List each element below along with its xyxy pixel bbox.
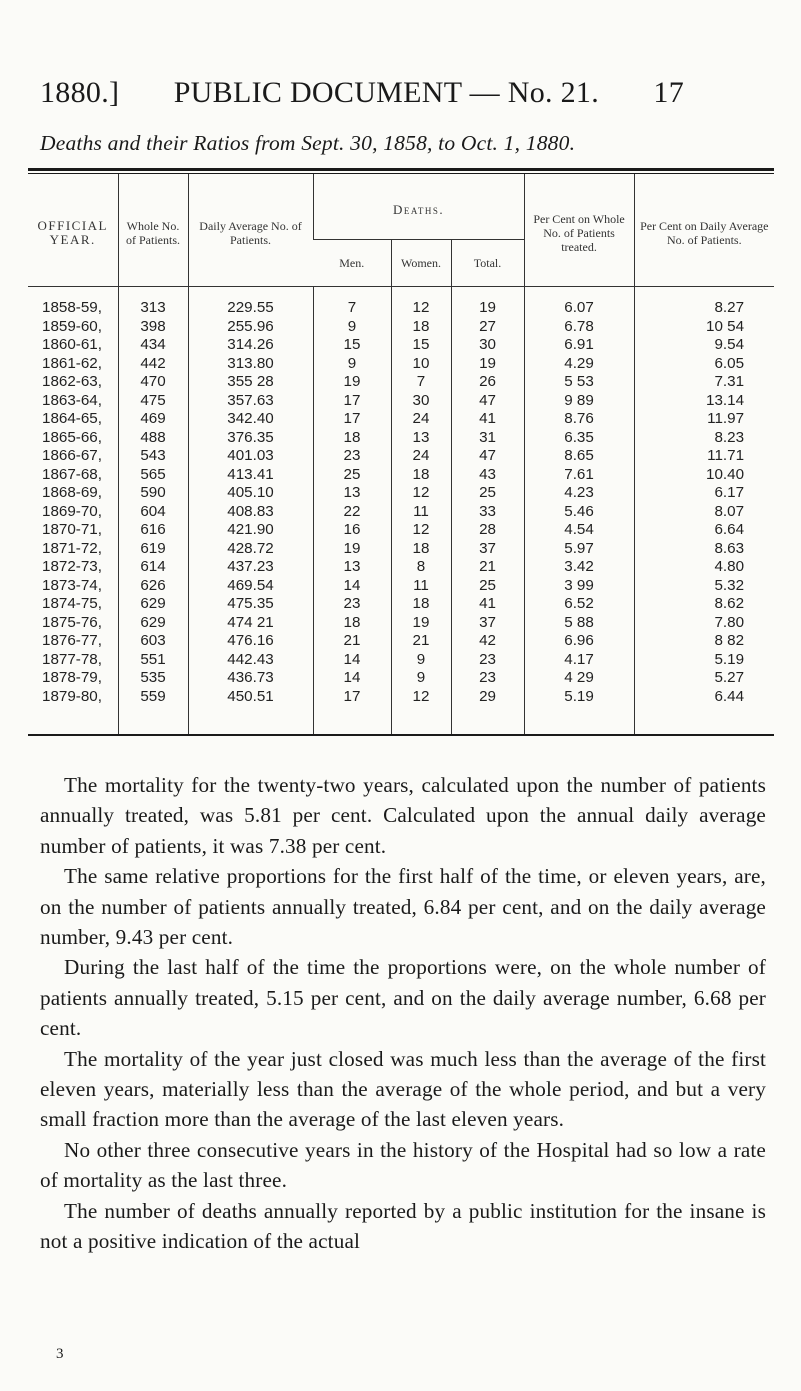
women-cell: 7 <box>391 373 451 392</box>
women-cell: 15 <box>391 336 451 355</box>
women-cell: 8 <box>391 558 451 577</box>
pct-daily-cell: 8.07 <box>634 503 774 522</box>
men-cell: 18 <box>313 614 391 633</box>
whole-number-cell: 603 <box>118 632 188 651</box>
whole-number-cell: 543 <box>118 447 188 466</box>
total-cell: 23 <box>451 651 524 670</box>
daily-average-cell: 342.40 <box>188 410 313 429</box>
men-cell: 19 <box>313 540 391 559</box>
year-cell: 1860-61, <box>42 336 102 353</box>
table-row <box>28 287 774 318</box>
table-body <box>28 287 774 735</box>
table-row <box>28 558 774 577</box>
men-cell: 23 <box>313 447 391 466</box>
men-cell: 19 <box>313 373 391 392</box>
total-cell: 25 <box>451 484 524 503</box>
whole-number-cell: 590 <box>118 484 188 503</box>
year-cell: 1869-70, <box>42 502 102 520</box>
whole-number-cell: 442 <box>118 355 188 374</box>
pct-daily-cell: 6.17 <box>634 484 774 503</box>
men-cell: 23 <box>313 595 391 614</box>
daily-average-cell: 437.23 <box>188 558 313 577</box>
men-cell: 7 <box>313 287 391 318</box>
year-cell: 1873-74, <box>42 576 102 594</box>
men-cell: 14 <box>313 651 391 670</box>
women-cell: 11 <box>391 577 451 596</box>
women-cell: 9 <box>391 651 451 670</box>
table-row <box>28 614 774 633</box>
whole-number-cell: 551 <box>118 651 188 670</box>
pct-whole-cell: 6.91 <box>524 336 634 355</box>
year-cell: 1870-71, <box>42 521 102 538</box>
total-cell: 21 <box>451 558 524 577</box>
pct-whole-cell: 8.65 <box>524 447 634 466</box>
daily-average-cell: 413.41 <box>188 466 313 485</box>
men-cell: 16 <box>313 521 391 540</box>
men-cell: 17 <box>313 392 391 411</box>
header-total: Total. <box>451 240 524 287</box>
pct-daily-cell: 11.97 <box>634 410 774 429</box>
total-cell: 28 <box>451 521 524 540</box>
pct-daily-cell: 13.14 <box>634 392 774 411</box>
men-cell: 15 <box>313 336 391 355</box>
header-women: Women. <box>391 240 451 287</box>
women-cell: 12 <box>391 688 451 735</box>
pct-daily-cell: 6.05 <box>634 355 774 374</box>
total-cell: 42 <box>451 632 524 651</box>
pct-daily-cell: 6.64 <box>634 521 774 540</box>
table-row <box>28 632 774 651</box>
daily-average-cell: 401.03 <box>188 447 313 466</box>
total-cell: 47 <box>451 447 524 466</box>
year-cell: 1868-69, <box>42 484 102 501</box>
men-cell: 9 <box>313 318 391 337</box>
whole-number-cell: 469 <box>118 410 188 429</box>
pct-whole-cell: 9 89 <box>524 392 634 411</box>
women-cell: 12 <box>391 484 451 503</box>
whole-number-cell: 565 <box>118 466 188 485</box>
daily-average-cell: 450.51 <box>188 688 313 735</box>
running-head <box>40 76 684 110</box>
year-cell: 1863-64, <box>42 391 102 409</box>
table-row <box>28 447 774 466</box>
pct-whole-cell: 3.42 <box>524 558 634 577</box>
women-cell: 11 <box>391 503 451 522</box>
pct-daily-cell: 6.44 <box>634 688 774 735</box>
whole-number-cell: 629 <box>118 614 188 633</box>
year-cell: 1861-62, <box>42 354 102 372</box>
total-cell: 47 <box>451 392 524 411</box>
total-cell: 37 <box>451 614 524 633</box>
women-cell: 18 <box>391 466 451 485</box>
women-cell: 18 <box>391 595 451 614</box>
pct-daily-cell: 5.32 <box>634 577 774 596</box>
daily-average-cell: 436.73 <box>188 669 313 688</box>
header-daily-average: Daily Average No. of Patients. <box>188 174 313 287</box>
pct-daily-cell: 5.19 <box>634 651 774 670</box>
men-cell: 13 <box>313 558 391 577</box>
paragraph: The same relative proportions for the first half of the time, or eleven years, are, on the number of patients annually treated, 6.84 per cent, and on the daily average number, 9.43 per cent. <box>40 864 766 950</box>
pct-whole-cell: 8.76 <box>524 410 634 429</box>
daily-average-cell: 313.80 <box>188 355 313 374</box>
pct-daily-cell: 7.80 <box>634 614 774 633</box>
pct-whole-cell: 6.52 <box>524 595 634 614</box>
total-cell: 31 <box>451 429 524 448</box>
pct-whole-cell: 5.19 <box>524 688 634 735</box>
daily-average-cell: 442.43 <box>188 651 313 670</box>
header-official-year: OFFICIAL YEAR. <box>37 218 108 247</box>
table-caption: Deaths and their Ratios from Sept. 30, 1858, to Oct. 1, 1880. <box>40 131 576 155</box>
daily-average-cell: 476.16 <box>188 632 313 651</box>
pct-whole-cell: 6.35 <box>524 429 634 448</box>
table-row <box>28 540 774 559</box>
header-title: PUBLIC DOCUMENT — No. 21. <box>173 76 599 109</box>
daily-average-cell: 405.10 <box>188 484 313 503</box>
pct-daily-cell: 9.54 <box>634 336 774 355</box>
pct-whole-cell: 5.97 <box>524 540 634 559</box>
table-bottom-rule <box>28 734 774 736</box>
daily-average-cell: 421.90 <box>188 521 313 540</box>
pct-daily-cell: 8 82 <box>634 632 774 651</box>
men-cell: 18 <box>313 429 391 448</box>
year-cell: 1877-78, <box>42 650 102 668</box>
table-row <box>28 318 774 337</box>
year-cell: 1858-59, <box>42 299 102 316</box>
daily-average-cell: 469.54 <box>188 577 313 596</box>
pct-daily-cell: 7.31 <box>634 373 774 392</box>
year-cell: 1871-72, <box>42 539 102 557</box>
men-cell: 17 <box>313 410 391 429</box>
total-cell: 41 <box>451 595 524 614</box>
women-cell: 24 <box>391 447 451 466</box>
pct-whole-cell: 4.17 <box>524 651 634 670</box>
year-cell: 1878-79, <box>42 669 102 686</box>
women-cell: 13 <box>391 429 451 448</box>
whole-number-cell: 475 <box>118 392 188 411</box>
table-row <box>28 503 774 522</box>
header-whole-number: Whole No. of Patients. <box>118 174 188 287</box>
pct-daily-cell: 10 54 <box>634 318 774 337</box>
table-row <box>28 429 774 448</box>
total-cell: 25 <box>451 577 524 596</box>
total-cell: 41 <box>451 410 524 429</box>
men-cell: 22 <box>313 503 391 522</box>
men-cell: 14 <box>313 577 391 596</box>
men-cell: 25 <box>313 466 391 485</box>
pct-whole-cell: 4.23 <box>524 484 634 503</box>
total-cell: 27 <box>451 318 524 337</box>
pct-daily-cell: 8.62 <box>634 595 774 614</box>
year-cell: 1866-67, <box>42 447 102 464</box>
whole-number-cell: 535 <box>118 669 188 688</box>
pct-daily-cell: 11.71 <box>634 447 774 466</box>
pct-whole-cell: 5.46 <box>524 503 634 522</box>
women-cell: 21 <box>391 632 451 651</box>
total-cell: 33 <box>451 503 524 522</box>
paragraph: The mortality for the twenty-two years, calculated upon the number of patients annually treated, was 5.81 per cent. Calculated upon the annual daily average number of patients, it was 7.38 per cent. <box>40 773 766 858</box>
table-row <box>28 669 774 688</box>
pct-whole-cell: 3 99 <box>524 577 634 596</box>
pct-whole-cell: 4.54 <box>524 521 634 540</box>
whole-number-cell: 559 <box>118 688 188 735</box>
total-cell: 19 <box>451 355 524 374</box>
whole-number-cell: 313 <box>118 287 188 318</box>
header-page-number: 17 <box>653 76 684 109</box>
pct-daily-cell: 5.27 <box>634 669 774 688</box>
men-cell: 14 <box>313 669 391 688</box>
daily-average-cell: 355 28 <box>188 373 313 392</box>
deaths-ratio-table <box>28 174 774 734</box>
header-pct-daily: Per Cent on Daily Average No. of Patients. <box>634 174 774 287</box>
table-row <box>28 484 774 503</box>
women-cell: 9 <box>391 669 451 688</box>
pct-whole-cell: 4.29 <box>524 355 634 374</box>
table-row <box>28 410 774 429</box>
year-cell: 1876-77, <box>42 632 102 649</box>
whole-number-cell: 616 <box>118 521 188 540</box>
whole-number-cell: 619 <box>118 540 188 559</box>
pct-whole-cell: 6.78 <box>524 318 634 337</box>
deaths-table-container <box>28 168 774 736</box>
table-row <box>28 355 774 374</box>
year-cell: 1864-65, <box>42 410 102 427</box>
women-cell: 30 <box>391 392 451 411</box>
total-cell: 19 <box>451 287 524 318</box>
table-row <box>28 688 774 735</box>
women-cell: 19 <box>391 614 451 633</box>
paragraph: No other three consecutive years in the history of the Hospital had so low a rate of mortality as the last three. <box>40 1137 766 1193</box>
men-cell: 21 <box>313 632 391 651</box>
daily-average-cell: 314.26 <box>188 336 313 355</box>
table-row <box>28 595 774 614</box>
whole-number-cell: 398 <box>118 318 188 337</box>
table-top-rule <box>28 168 774 171</box>
whole-number-cell: 626 <box>118 577 188 596</box>
pct-whole-cell: 4 29 <box>524 669 634 688</box>
daily-average-cell: 376.35 <box>188 429 313 448</box>
women-cell: 24 <box>391 410 451 429</box>
signature-mark: 3 <box>56 1346 64 1362</box>
year-cell: 1865-66, <box>42 428 102 446</box>
table-row <box>28 651 774 670</box>
pct-daily-cell: 8.27 <box>634 287 774 318</box>
header-deaths: Deaths. <box>313 174 524 240</box>
year-cell: 1872-73, <box>42 558 102 575</box>
table-row <box>28 577 774 596</box>
men-cell: 17 <box>313 688 391 735</box>
whole-number-cell: 604 <box>118 503 188 522</box>
men-cell: 13 <box>313 484 391 503</box>
pct-whole-cell: 6.96 <box>524 632 634 651</box>
whole-number-cell: 488 <box>118 429 188 448</box>
body-text <box>40 770 766 1257</box>
total-cell: 29 <box>451 688 524 735</box>
pct-daily-cell: 10.40 <box>634 466 774 485</box>
women-cell: 12 <box>391 521 451 540</box>
daily-average-cell: 474 21 <box>188 614 313 633</box>
daily-average-cell: 408.83 <box>188 503 313 522</box>
pct-whole-cell: 5 88 <box>524 614 634 633</box>
paragraph: During the last half of the time the proportions were, on the whole number of patients annually treated, 5.15 per cent, and on the daily average number, 6.68 per cent. <box>40 955 766 1041</box>
year-cell: 1862-63, <box>42 373 102 390</box>
women-cell: 18 <box>391 540 451 559</box>
women-cell: 10 <box>391 355 451 374</box>
daily-average-cell: 475.35 <box>188 595 313 614</box>
paragraph: The number of deaths annually reported by a public institution for the insane is not a positive indication of the actual <box>40 1198 766 1254</box>
men-cell: 9 <box>313 355 391 374</box>
table-row <box>28 373 774 392</box>
pct-daily-cell: 4.80 <box>634 558 774 577</box>
whole-number-cell: 434 <box>118 336 188 355</box>
daily-average-cell: 357.63 <box>188 392 313 411</box>
table-row <box>28 392 774 411</box>
header-men: Men. <box>313 240 391 287</box>
header-pct-whole: Per Cent on Whole No. of Patients treated. <box>524 174 634 287</box>
pct-daily-cell: 8.23 <box>634 429 774 448</box>
pct-whole-cell: 7.61 <box>524 466 634 485</box>
header-year: 1880.] <box>40 76 120 109</box>
total-cell: 23 <box>451 669 524 688</box>
year-cell: 1879-80, <box>42 687 102 705</box>
whole-number-cell: 470 <box>118 373 188 392</box>
year-cell: 1859-60, <box>42 317 102 335</box>
year-cell: 1874-75, <box>42 595 102 612</box>
daily-average-cell: 428.72 <box>188 540 313 559</box>
pct-daily-cell: 8.63 <box>634 540 774 559</box>
total-cell: 43 <box>451 466 524 485</box>
whole-number-cell: 614 <box>118 558 188 577</box>
table-row <box>28 466 774 485</box>
year-cell: 1875-76, <box>42 613 102 631</box>
whole-number-cell: 629 <box>118 595 188 614</box>
women-cell: 18 <box>391 318 451 337</box>
table-row <box>28 521 774 540</box>
total-cell: 30 <box>451 336 524 355</box>
paragraph: The mortality of the year just closed was much less than the average of the first eleven years, materially less than the average of the whole period, and but a very small fraction more than the average of the last eleven years. <box>40 1046 766 1132</box>
table-row <box>28 336 774 355</box>
pct-whole-cell: 5 53 <box>524 373 634 392</box>
daily-average-cell: 229.55 <box>188 287 313 318</box>
pct-whole-cell: 6.07 <box>524 287 634 318</box>
year-cell: 1867-68, <box>42 465 102 483</box>
total-cell: 37 <box>451 540 524 559</box>
women-cell: 12 <box>391 287 451 318</box>
daily-average-cell: 255.96 <box>188 318 313 337</box>
total-cell: 26 <box>451 373 524 392</box>
